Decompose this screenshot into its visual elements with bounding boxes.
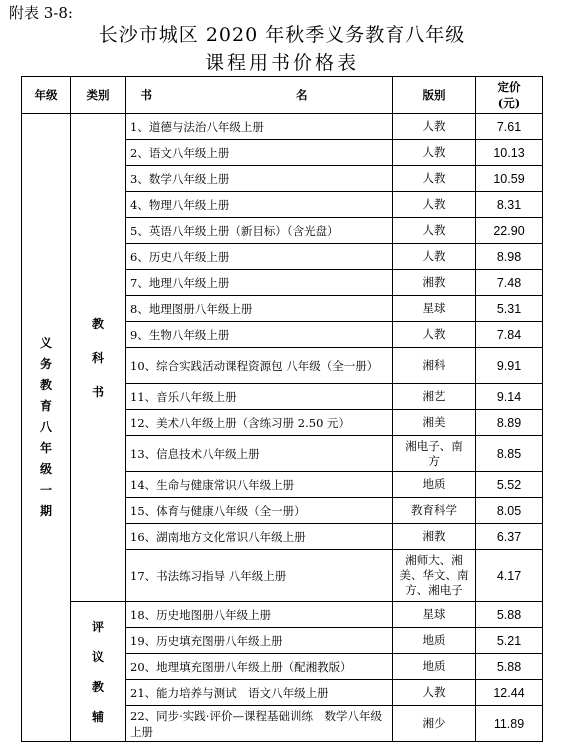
price-cell: 10.59 bbox=[476, 166, 543, 192]
price-cell: 8.85 bbox=[476, 436, 543, 472]
column-header-book: 书 名 bbox=[126, 77, 393, 114]
price-cell: 8.31 bbox=[476, 192, 543, 218]
document-title: 长沙市城区 2020 年秋季义务教育八年级 bbox=[98, 24, 466, 46]
edition-cell: 湘少 bbox=[393, 706, 476, 742]
book-name-cell: 11、音乐八年级上册 bbox=[126, 384, 393, 410]
book-name-cell: 22、同步·实践·评价—课程基础训练 数学八年级上册 bbox=[126, 706, 393, 742]
price-cell: 9.14 bbox=[476, 384, 543, 410]
book-name-cell: 18、历史地图册八年级上册 bbox=[126, 602, 393, 628]
price-cell: 5.31 bbox=[476, 296, 543, 322]
edition-cell: 人教 bbox=[393, 218, 476, 244]
price-cell: 6.37 bbox=[476, 524, 543, 550]
book-name-cell: 6、历史八年级上册 bbox=[126, 244, 393, 270]
book-name-cell: 9、生物八年级上册 bbox=[126, 322, 393, 348]
edition-cell: 人教 bbox=[393, 114, 476, 140]
edition-cell: 人教 bbox=[393, 322, 476, 348]
price-cell: 8.05 bbox=[476, 498, 543, 524]
price-cell: 10.13 bbox=[476, 140, 543, 166]
edition-cell: 教育科学 bbox=[393, 498, 476, 524]
price-cell: 22.90 bbox=[476, 218, 543, 244]
edition-cell: 星球 bbox=[393, 602, 476, 628]
price-cell: 9.91 bbox=[476, 348, 543, 384]
edition-cell: 湘教 bbox=[393, 270, 476, 296]
grade-cell: 义务教育八年级一期 bbox=[22, 114, 71, 742]
book-name-cell: 8、地理图册八年级上册 bbox=[126, 296, 393, 322]
edition-cell: 湘电子、南方 bbox=[393, 436, 476, 472]
category-cell-tutoring: 评议教辅 bbox=[71, 602, 126, 742]
table-row bbox=[22, 602, 543, 628]
edition-cell: 湘艺 bbox=[393, 384, 476, 410]
price-cell: 4.17 bbox=[476, 550, 543, 602]
price-cell: 11.89 bbox=[476, 706, 543, 742]
book-name-cell: 12、美术八年级上册（含练习册 2.50 元） bbox=[126, 410, 393, 436]
edition-cell: 地质 bbox=[393, 654, 476, 680]
price-cell: 8.98 bbox=[476, 244, 543, 270]
book-name-cell: 7、地理八年级上册 bbox=[126, 270, 393, 296]
book-name-cell: 16、湖南地方文化常识八年级上册 bbox=[126, 524, 393, 550]
edition-cell: 地质 bbox=[393, 472, 476, 498]
edition-cell: 湘教 bbox=[393, 524, 476, 550]
price-cell: 7.48 bbox=[476, 270, 543, 296]
edition-cell: 人教 bbox=[393, 244, 476, 270]
book-name-cell: 20、地理填充图册八年级上册（配湘教版） bbox=[126, 654, 393, 680]
table-row bbox=[22, 114, 543, 140]
edition-cell: 湘师大、湘美、华文、南方、湘电子 bbox=[393, 550, 476, 602]
book-name-cell: 3、数学八年级上册 bbox=[126, 166, 393, 192]
price-cell: 12.44 bbox=[476, 680, 543, 706]
book-name-cell: 2、语文八年级上册 bbox=[126, 140, 393, 166]
appendix-label: 附表 3-8: bbox=[9, 4, 73, 22]
book-name-cell: 14、生命与健康常识八年级上册 bbox=[126, 472, 393, 498]
price-cell: 5.21 bbox=[476, 628, 543, 654]
edition-cell: 人教 bbox=[393, 166, 476, 192]
book-name-cell: 5、英语八年级上册（新目标）（含光盘） bbox=[126, 218, 393, 244]
price-cell: 7.61 bbox=[476, 114, 543, 140]
edition-cell: 人教 bbox=[393, 140, 476, 166]
book-name-cell: 19、历史填充图册八年级上册 bbox=[126, 628, 393, 654]
book-name-cell: 15、体育与健康八年级（全一册） bbox=[126, 498, 393, 524]
edition-cell: 湘科 bbox=[393, 348, 476, 384]
column-header-grade: 年级 bbox=[22, 77, 71, 114]
column-header-price: 定价(元) bbox=[476, 77, 543, 114]
price-cell: 8.89 bbox=[476, 410, 543, 436]
price-table bbox=[21, 76, 543, 742]
book-name-cell: 13、信息技术八年级上册 bbox=[126, 436, 393, 472]
edition-cell: 星球 bbox=[393, 296, 476, 322]
book-name-cell: 10、综合实践活动课程资源包 八年级（全一册） bbox=[126, 348, 393, 384]
document-subtitle: 课程用书价格表 bbox=[204, 52, 359, 74]
edition-cell: 人教 bbox=[393, 192, 476, 218]
edition-cell: 地质 bbox=[393, 628, 476, 654]
table-header-row bbox=[22, 77, 543, 114]
edition-cell: 湘美 bbox=[393, 410, 476, 436]
price-cell: 5.88 bbox=[476, 654, 543, 680]
column-header-category: 类别 bbox=[71, 77, 126, 114]
edition-cell: 人教 bbox=[393, 680, 476, 706]
price-cell: 5.88 bbox=[476, 602, 543, 628]
price-cell: 5.52 bbox=[476, 472, 543, 498]
book-name-cell: 4、物理八年级上册 bbox=[126, 192, 393, 218]
category-cell-textbooks: 教科书 bbox=[71, 114, 126, 602]
column-header-edition: 版别 bbox=[393, 77, 476, 114]
book-name-cell: 17、书法练习指导 八年级上册 bbox=[126, 550, 393, 602]
book-name-cell: 1、道德与法治八年级上册 bbox=[126, 114, 393, 140]
price-cell: 7.84 bbox=[476, 322, 543, 348]
book-name-cell: 21、能力培养与测试 语文八年级上册 bbox=[126, 680, 393, 706]
